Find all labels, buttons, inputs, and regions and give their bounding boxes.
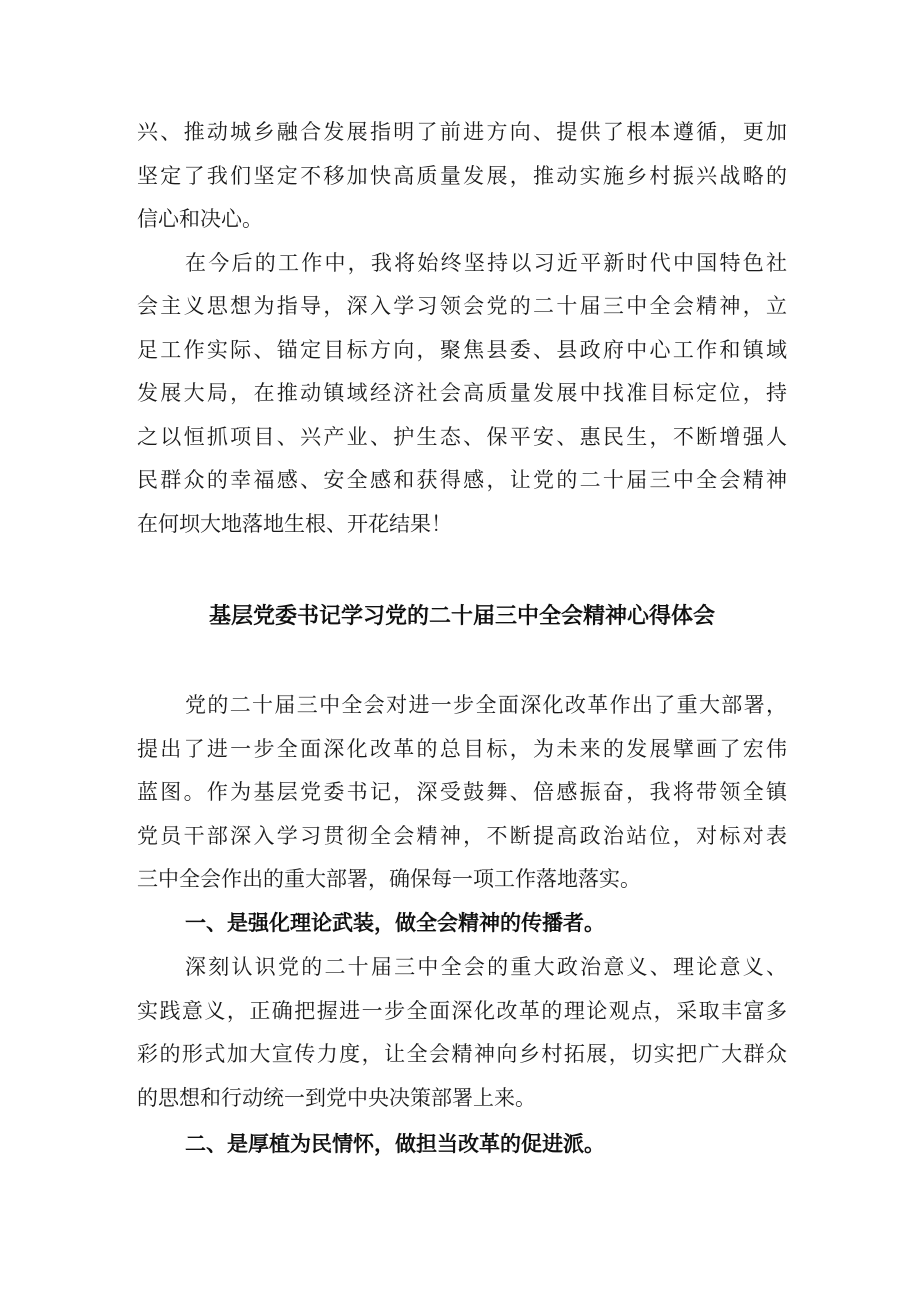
text-line: 足工作实际、锚定目标方向，聚焦县委、县政府中心工作和镇域 xyxy=(137,338,787,362)
text-line: 实践意义，正确把握进一步全面深化改革的理论观点，采取丰富多 xyxy=(137,999,787,1023)
section-heading-2: 二、是厚植为民情怀，做担当改革的促进派。 xyxy=(185,1132,605,1156)
text-line: 蓝图。作为基层党委书记，深受鼓舞、倍感振奋，我将带领全镇 xyxy=(137,780,787,804)
section-heading-1: 一、是强化理论武装，做全会精神的传播者。 xyxy=(185,911,605,935)
text-line: 在何坝大地落地生根、开花结果！ xyxy=(137,512,452,536)
text-line: 会主义思想为指导，深入学习领会党的二十届三中全会精神，立 xyxy=(137,294,787,318)
text-line: 兴、推动城乡融合发展指明了前进方向、提供了根本遵循，更加 xyxy=(137,120,787,144)
article-title: 基层党委书记学习党的二十届三中全会精神心得体会 xyxy=(208,604,715,629)
text-line: 党的二十届三中全会对进一步全面深化改革作出了重大部署， xyxy=(185,693,787,717)
text-line: 彩的形式加大宣传力度，让全会精神向乡村拓展，切实把广大群众 xyxy=(137,1042,787,1066)
text-line: 在今后的工作中，我将始终坚持以习近平新时代中国特色社 xyxy=(185,251,787,275)
text-line: 提出了进一步全面深化改革的总目标，为未来的发展擘画了宏伟 xyxy=(137,737,787,761)
text-line: 之以恒抓项目、兴产业、护生态、保平安、惠民生，不断增强人 xyxy=(137,425,787,449)
text-line: 信心和决心。 xyxy=(137,207,263,231)
text-line: 发展大局，在推动镇域经济社会高质量发展中找准目标定位，持 xyxy=(137,381,787,405)
text-line: 的思想和行动统一到党中央决策部署上来。 xyxy=(137,1086,536,1110)
text-line: 三中全会作出的重大部署，确保每一项工作落地落实。 xyxy=(137,867,641,891)
text-line: 党员干部深入学习贯彻全会精神，不断提高政治站位，对标对表 xyxy=(137,824,787,848)
text-line: 深刻认识党的二十届三中全会的重大政治意义、理论意义、 xyxy=(185,955,787,979)
text-line: 坚定了我们坚定不移加快高质量发展，推动实施乡村振兴战略的 xyxy=(137,164,787,188)
text-line: 民群众的幸福感、安全感和获得感，让党的二十届三中全会精神 xyxy=(137,468,787,492)
